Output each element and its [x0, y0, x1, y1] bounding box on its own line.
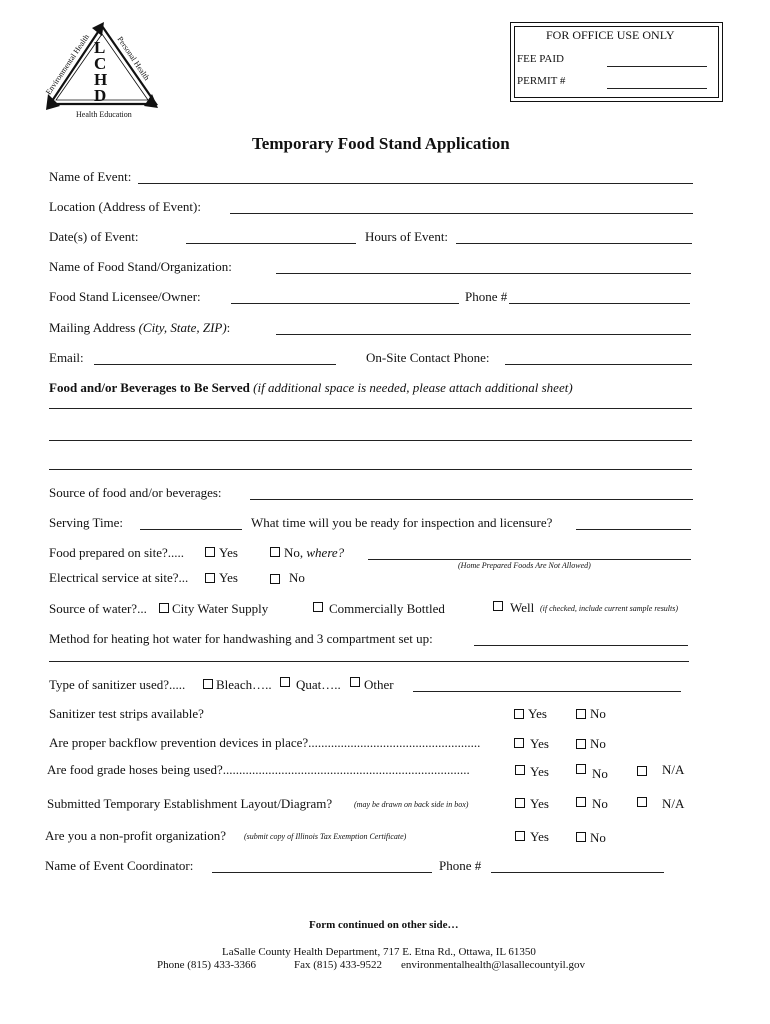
food-bev-hint: (if additional space is needed, please attach additional sheet)	[253, 380, 573, 395]
electrical-no-checkbox[interactable]	[270, 574, 280, 584]
hoses-yes-label: Yes	[530, 764, 549, 779]
commercial-checkbox[interactable]	[313, 602, 323, 612]
logo-letter-h: H	[94, 70, 108, 89]
hoses-label: Are food grade hoses being used?............................................................................	[47, 762, 470, 777]
serving-time-label: Serving Time:	[49, 515, 124, 530]
ready-time-field[interactable]	[576, 529, 691, 530]
food-bev-line-3[interactable]	[49, 469, 692, 470]
electrical-yes-checkbox[interactable]	[205, 573, 215, 583]
coordinator-phone-label: Phone #	[439, 858, 482, 873]
coordinator-field[interactable]	[212, 872, 432, 873]
layout-no-checkbox[interactable]	[576, 797, 586, 807]
heating-field-2[interactable]	[49, 661, 689, 662]
other-sanitizer-field[interactable]	[413, 691, 681, 692]
nonprofit-yes-checkbox[interactable]	[515, 831, 525, 841]
where-text: where?	[306, 545, 345, 560]
fee-paid-line[interactable]	[607, 66, 707, 67]
sanitizer-type-label: Type of sanitizer used?.....	[49, 677, 186, 692]
licensee-phone-label: Phone #	[465, 289, 508, 304]
nonprofit-yes-label: Yes	[530, 829, 549, 844]
logo-left-text: Environmental Health	[43, 32, 91, 97]
permit-label: PERMIT #	[517, 75, 566, 87]
serving-time-field[interactable]	[140, 529, 242, 530]
coordinator-label: Name of Event Coordinator:	[45, 858, 194, 873]
food-bev-line-1[interactable]	[49, 408, 692, 409]
electrical-yes-label: Yes	[219, 570, 238, 585]
food-bev-label	[49, 380, 573, 396]
source-food-label: Source of food and/or beverages:	[49, 485, 222, 500]
layout-yes-label: Yes	[530, 796, 549, 811]
electrical-no-label: No	[289, 570, 305, 585]
food-prepared-label: Food prepared on site?.....	[49, 545, 185, 560]
email-label: Email:	[49, 350, 84, 365]
stand-org-field[interactable]	[276, 273, 691, 274]
test-strips-label: Sanitizer test strips available?	[49, 706, 204, 721]
food-prepared-yes-checkbox[interactable]	[205, 547, 215, 557]
nonprofit-no-checkbox[interactable]	[576, 832, 586, 842]
nonprofit-no-label: No	[590, 830, 606, 845]
coordinator-phone-field[interactable]	[491, 872, 664, 873]
test-strips-no-checkbox[interactable]	[576, 709, 586, 719]
mailing-label-text: Mailing Address	[49, 320, 139, 335]
well-hint: (if checked, include current sample results)	[540, 604, 679, 613]
backflow-no-checkbox[interactable]	[576, 739, 586, 749]
hours-field[interactable]	[456, 243, 692, 244]
mailing-colon: :	[226, 320, 231, 335]
mailing-field[interactable]	[276, 334, 691, 335]
test-strips-yes-label: Yes	[528, 706, 547, 721]
lchd-logo	[44, 20, 164, 124]
hoses-no-label: No	[592, 766, 608, 781]
food-prepared-no-checkbox[interactable]	[270, 547, 280, 557]
backflow-yes-label: Yes	[530, 736, 549, 751]
bleach-checkbox[interactable]	[203, 679, 213, 689]
footer-address: LaSalle County Health Department, 717 E. Etna Rd., Ottawa, IL 61350	[222, 946, 536, 958]
name-of-event-field[interactable]	[138, 183, 693, 184]
mailing-label	[49, 320, 230, 336]
licensee-label: Food Stand Licensee/Owner:	[49, 289, 201, 304]
ready-time-label: What time will you be ready for inspection and licensure?	[251, 515, 553, 530]
layout-hint: (may be drawn on back side in box)	[354, 800, 469, 809]
logo-letter-c: C	[94, 54, 107, 73]
logo-letter-d: D	[94, 86, 107, 105]
source-water-label: Source of water?...	[49, 601, 147, 616]
well-checkbox[interactable]	[493, 601, 503, 611]
other-checkbox[interactable]	[350, 677, 360, 687]
food-bev-label-text: Food and/or Beverages to Be Served	[49, 380, 250, 395]
heating-field[interactable]	[474, 645, 688, 646]
food-prepared-no-label	[284, 545, 344, 561]
layout-yes-checkbox[interactable]	[515, 798, 525, 808]
source-food-field[interactable]	[250, 499, 693, 500]
hoses-no-checkbox[interactable]	[576, 764, 586, 774]
footer-phone: Phone (815) 433-3366	[157, 959, 256, 971]
city-water-checkbox[interactable]	[159, 603, 169, 613]
continued-note: Form continued on other side…	[309, 919, 459, 931]
location-field[interactable]	[230, 213, 693, 214]
logo-bottom-text: Health Education	[76, 110, 132, 119]
name-of-event-label: Name of Event:	[49, 169, 132, 184]
commercial-label: Commercially Bottled	[329, 601, 445, 616]
location-label: Location (Address of Event):	[49, 199, 201, 214]
backflow-label: Are proper backflow prevention devices in place?.....................................................	[49, 735, 481, 750]
nonprofit-label: Are you a non-profit organization?	[45, 828, 226, 843]
nonprofit-hint: (submit copy of Illinois Tax Exemption Certificate)	[244, 832, 407, 841]
stand-org-label: Name of Food Stand/Organization:	[49, 259, 232, 274]
layout-no-label: No	[592, 796, 608, 811]
other-label: Other	[364, 677, 394, 692]
email-field[interactable]	[94, 364, 336, 365]
onsite-contact-field[interactable]	[505, 364, 692, 365]
food-bev-line-2[interactable]	[49, 440, 692, 441]
test-strips-yes-checkbox[interactable]	[514, 709, 524, 719]
mailing-hint: (City, State, ZIP)	[138, 320, 227, 335]
hours-label: Hours of Event:	[365, 229, 449, 244]
well-label: Well	[510, 600, 535, 615]
layout-na-checkbox[interactable]	[637, 797, 647, 807]
permit-line[interactable]	[607, 88, 707, 89]
fee-paid-label: FEE PAID	[517, 53, 564, 65]
office-use-title: FOR OFFICE USE ONLY	[546, 28, 675, 42]
footer-email: environmentalhealth@lasallecountyil.gov	[401, 959, 585, 971]
hoses-na-label: N/A	[662, 762, 685, 777]
layout-na-label: N/A	[662, 796, 685, 811]
bleach-label: Bleach…..	[216, 677, 272, 692]
footer-fax: Fax (815) 433-9522	[294, 959, 382, 971]
hoses-yes-checkbox[interactable]	[515, 765, 525, 775]
backflow-yes-checkbox[interactable]	[514, 738, 524, 748]
onsite-contact-label: On-Site Contact Phone:	[366, 350, 490, 365]
logo-right-text: Personal Health	[115, 34, 152, 83]
food-prepared-yes-label: Yes	[219, 545, 238, 560]
dates-label: Date(s) of Event:	[49, 229, 139, 244]
no-text: No,	[284, 545, 307, 560]
layout-label: Submitted Temporary Establishment Layout/Diagram?	[47, 796, 333, 811]
dates-field[interactable]	[186, 243, 356, 244]
quat-checkbox[interactable]	[280, 677, 290, 687]
page-title: Temporary Food Stand Application	[252, 134, 510, 153]
backflow-no-label: No	[590, 736, 606, 751]
quat-label: Quat…..	[296, 677, 341, 692]
licensee-field[interactable]	[231, 303, 459, 304]
city-water-label: City Water Supply	[172, 601, 269, 616]
electrical-label: Electrical service at site?...	[49, 570, 189, 585]
logo-letter-l: L	[94, 38, 106, 57]
hoses-na-checkbox[interactable]	[637, 766, 647, 776]
home-prepared-note: (Home Prepared Foods Are Not Allowed)	[458, 561, 591, 570]
licensee-phone-field[interactable]	[509, 303, 690, 304]
test-strips-no-label: No	[590, 706, 606, 721]
food-prepared-where-field[interactable]	[368, 559, 691, 560]
heating-label: Method for heating hot water for handwashing and 3 compartment set up:	[49, 631, 433, 646]
